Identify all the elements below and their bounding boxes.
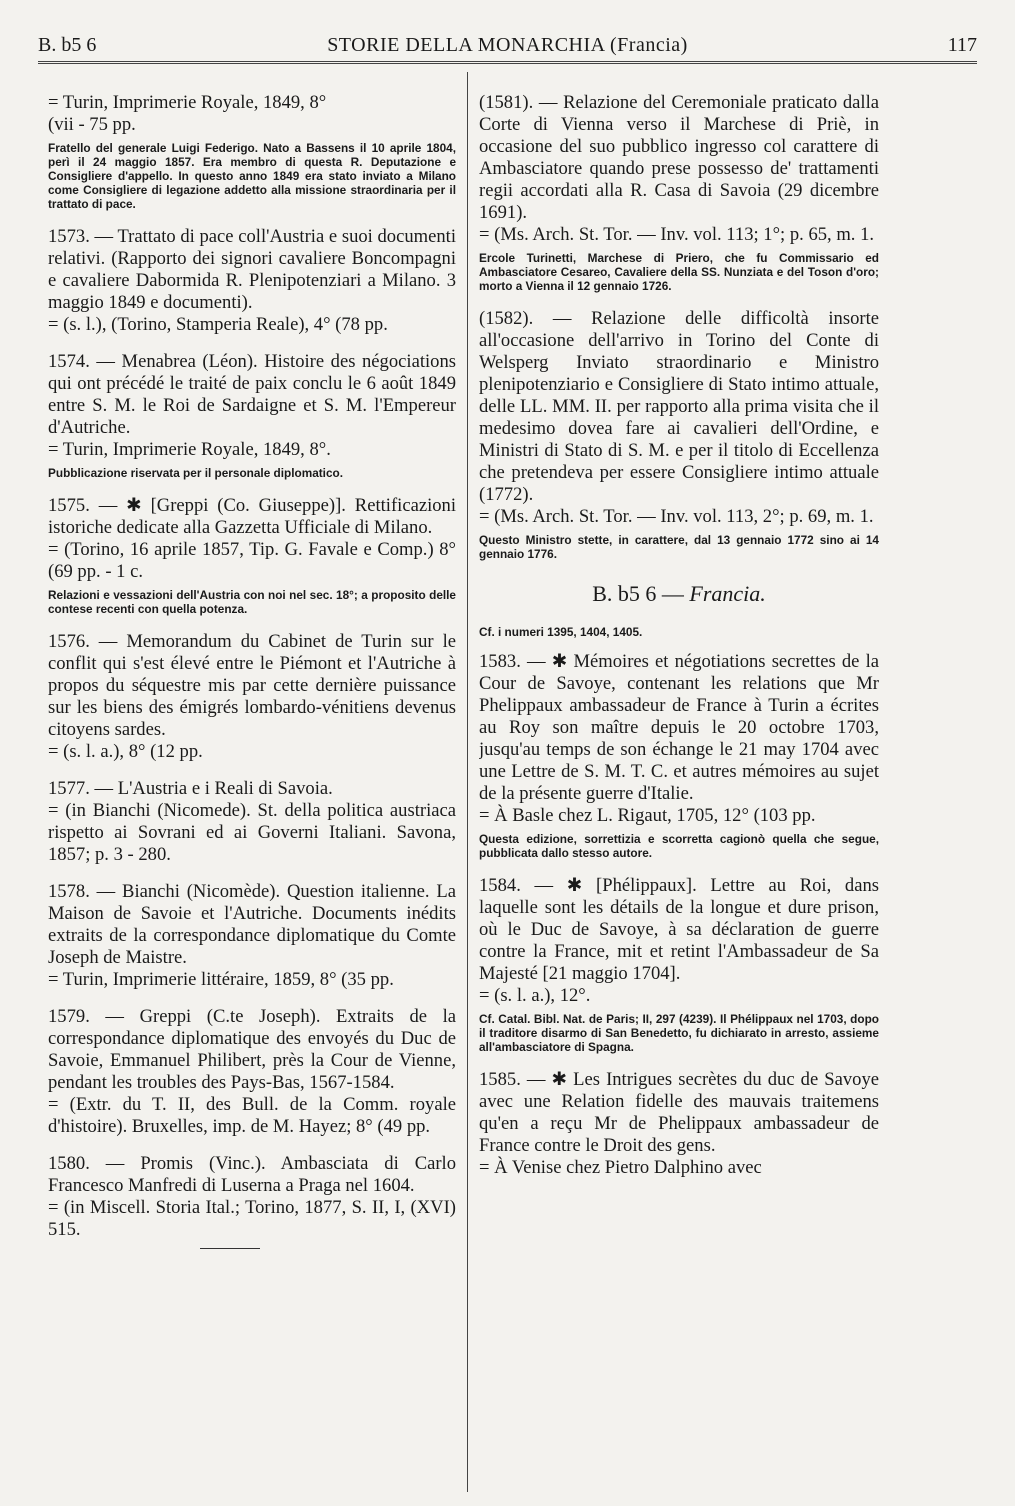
entry-1580 [48, 1153, 456, 1241]
entry-1579 [48, 1006, 456, 1138]
entry-1585 [479, 1069, 879, 1179]
entry-pub: = Turin, Imprimerie Royale, 1849, 8°. [48, 439, 331, 460]
entry-1584 [479, 875, 879, 1054]
entry-note: Relazioni e vessazioni dell'Austria con noi nel sec. 18°; a proposito delle contese recenti con quella potenza. [48, 588, 456, 616]
entry-pub: = À Basle chez L. Rigaut, 1705, 12° (103 pp. [479, 805, 816, 826]
entry-note: Questo Ministro stette, in carattere, dal 13 gennaio 1772 sino ai 14 gennaio 1776. [479, 533, 879, 561]
entry-text: 1584. — ✱ [Phélippaux]. Lettre au Roi, dans laquelle sont les détails de la longue et dure prison, où le Duc de Savoye, à sa déclaration de guerre contre la France, mit et retint l'Ambassadeur de Sa Majesté [21 maggio 1704]. [479, 875, 879, 984]
section-heading [479, 583, 879, 605]
entry-text: 1579. — Greppi (C.te Joseph). Extraits de la correspondance diplomatique des envoyés du Duc de Savoie, Emmanuel Philibert, près la Cour de Vienne, pendant les troubles des Pays-Bas, 1567-1584. [48, 1006, 456, 1093]
section-prefix: B. b5 6 — [592, 581, 684, 606]
running-title: STORIE DELLA MONARCHIA (Francia) [327, 34, 688, 56]
entry-1574 [48, 351, 456, 480]
entry-note: Cf. Catal. Bibl. Nat. de Paris; II, 297 (4239). Il Phélippaux nel 1703, dopo il traditore disarmo di San Benedetto, fu dichiarato in arresto, assieme all'ambasciatore di Spagna. [479, 1012, 879, 1054]
entry-text: 1577. — L'Austria e i Reali di Savoia. [48, 778, 333, 799]
page-header [38, 28, 977, 64]
entry-pub: = (Torino, 16 aprile 1857, Tip. G. Favale e Comp.) 8° (69 pp. - 1 c. [48, 539, 456, 582]
entry-text: 1580. — Promis (Vinc.). Ambasciata di Carlo Francesco Manfredi di Luserna a Praga nel 1604. [48, 1153, 456, 1196]
entry-text: (1581). — Relazione del Ceremoniale praticato dalla Corte di Vienna verso il Marchese di Priè, in occasione del suo pubblico ingresso col carattere di Ambasciatore quando prese possesso de' trattamenti regii accordati alla R. Casa di Savoia (29 dicembre 1691). [479, 92, 879, 223]
entry-pub: = (Ms. Arch. St. Tor. — Inv. vol. 113, 2°; p. 69, m. 1. [479, 506, 874, 527]
page-number: 117 [947, 34, 977, 56]
entry-pub: = (Extr. du T. II, des Bull. de la Comm. royale d'histoire). Bruxelles, imp. de M. Hayez; 8° (49 pp. [48, 1094, 456, 1137]
entry-text: (1582). — Relazione delle difficoltà insorte all'occasione dell'arrivo in Torino del Conte di Welsperg Inviato straordinario e Ministro plenipotenziario e Consigliere di Stato intimo attuale, delle LL. MM. II. per rapporto alla prima visita che il medesimo dovea fare ai cavalieri dell'Ordine, e Ministri di Stato di S. M. e per il titolo di Eccellenza che pretendeva per essere Consigliere intimo attuale (1772). [479, 308, 879, 505]
entry-pub: (vii - 75 pp. [48, 114, 136, 135]
header-shelfmark: B. b5 6 [38, 34, 97, 56]
entry-pub: = (s. l.), (Torino, Stamperia Reale), 4° (78 pp. [48, 314, 388, 335]
entry-text: 1578. — Bianchi (Nicomède). Question italienne. La Maison de Savoie et l'Autriche. Documents inédits extraits de la correspondance diplomatique du Comte Joseph de Maistre. [48, 881, 456, 968]
entry-pub: = (s. l. a.), 12°. [479, 985, 591, 1006]
header-rule [38, 61, 977, 64]
entry-pub: = (s. l. a.), 8° (12 pp. [48, 741, 203, 762]
entry-1575 [48, 495, 456, 616]
entry-pub: = (in Miscell. Storia Ital.; Torino, 1877, S. II, I, (XVI) 515. [48, 1197, 456, 1240]
column-divider [467, 72, 468, 1492]
section-name: Francia. [689, 581, 766, 606]
entry-note: Questa edizione, sorrettizia e scorretta cagionò quella che segue, pubblicata dallo stesso autore. [479, 832, 879, 860]
entry-note: Ercole Turinetti, Marchese di Priero, che fu Commissario ed Ambasciatore Cesareo, Cavaliere della SS. Nunziata e del Toson d'oro; morto a Vienna il 12 gennaio 1726. [479, 251, 879, 293]
end-rule [200, 1248, 260, 1249]
entry-text: = Turin, Imprimerie Royale, 1849, 8° [48, 92, 327, 113]
entry-1573 [48, 226, 456, 336]
entry-1576 [48, 631, 456, 763]
entry-note: Fratello del generale Luigi Federigo. Nato a Bassens il 10 aprile 1804, perì il 24 maggio 1857. Era membro di questa R. Deputazione e Consigliere d'appello. In questo anno 1849 era stato inviato a Milano come Consigliere di legazione addetto alla missione straordinaria per il trattato di pace. [48, 141, 456, 211]
entry-1583 [479, 651, 879, 860]
section-crossref: Cf. i numeri 1395, 1404, 1405. [479, 625, 643, 639]
entry-pub: = À Venise chez Pietro Dalphino avec [479, 1157, 762, 1178]
entry-pub: = Turin, Imprimerie littéraire, 1859, 8° (35 pp. [48, 969, 394, 990]
entry-1581 [479, 92, 879, 293]
entry-text: 1575. — ✱ [Greppi (Co. Giuseppe)]. Rettificazioni istoriche dedicate alla Gazzetta Ufficiale di Milano. [48, 495, 456, 538]
entry-text: 1573. — Trattato di pace coll'Austria e suoi documenti relativi. (Rapporto dei signori cavaliere Boncompagni e cavaliere Dabormida R. Plenipotenziari a Milano. 3 maggio 1849 e documenti). [48, 226, 456, 313]
entry-text: 1574. — Menabrea (Léon). Histoire des négociations qui ont précédé le traité de paix conclu le 6 août 1849 entre S. M. le Roi de Sardaigne et S. M. l'Empereur d'Autriche. [48, 351, 456, 438]
entry-1572-cont [48, 92, 456, 211]
right-column [479, 92, 879, 1482]
entry-pub: = (Ms. Arch. St. Tor. — Inv. vol. 113; 1°; p. 65, m. 1. [479, 224, 875, 245]
entry-1578 [48, 881, 456, 991]
entry-1577 [48, 778, 456, 866]
entry-text: 1583. — ✱ Mémoires et négotiations secrettes de la Cour de Savoye, contenant les relations que Mr Phelippaux ambassadeur de France à Turin a écrites au Roy son maître depuis le 20 octobre 1703, jusqu'au temps de son échange le 21 may 1704 avec une Lettre de S. M. T. C. et autres mémoires au sujet de la présente guerre d'Italie. [479, 651, 879, 804]
entry-pub: = (in Bianchi (Nicomede). St. della politica austriaca rispetto ai Sovrani ed ai Governi Italiani. Savona, 1857; p. 3 - 280. [48, 800, 456, 865]
entry-1582 [479, 308, 879, 561]
entry-text: 1576. — Memorandum du Cabinet de Turin sur le conflit qui s'est élevé entre le Piémont et l'Autriche à propos du séquestre mis par cette dernière puissance sur les biens des émigrés lombardo-vénitiens devenus citoyens sardes. [48, 631, 456, 740]
entry-note: Pubblicazione riservata per il personale diplomatico. [48, 466, 344, 480]
left-column [48, 92, 456, 1482]
entry-text: 1585. — ✱ Les Intrigues secrètes du duc de Savoye avec une Relation fidelle des mauvais traitemens qu'en a reçu Mr de Phelippaux ambassadeur de France contre le Droit des gens. [479, 1069, 879, 1156]
